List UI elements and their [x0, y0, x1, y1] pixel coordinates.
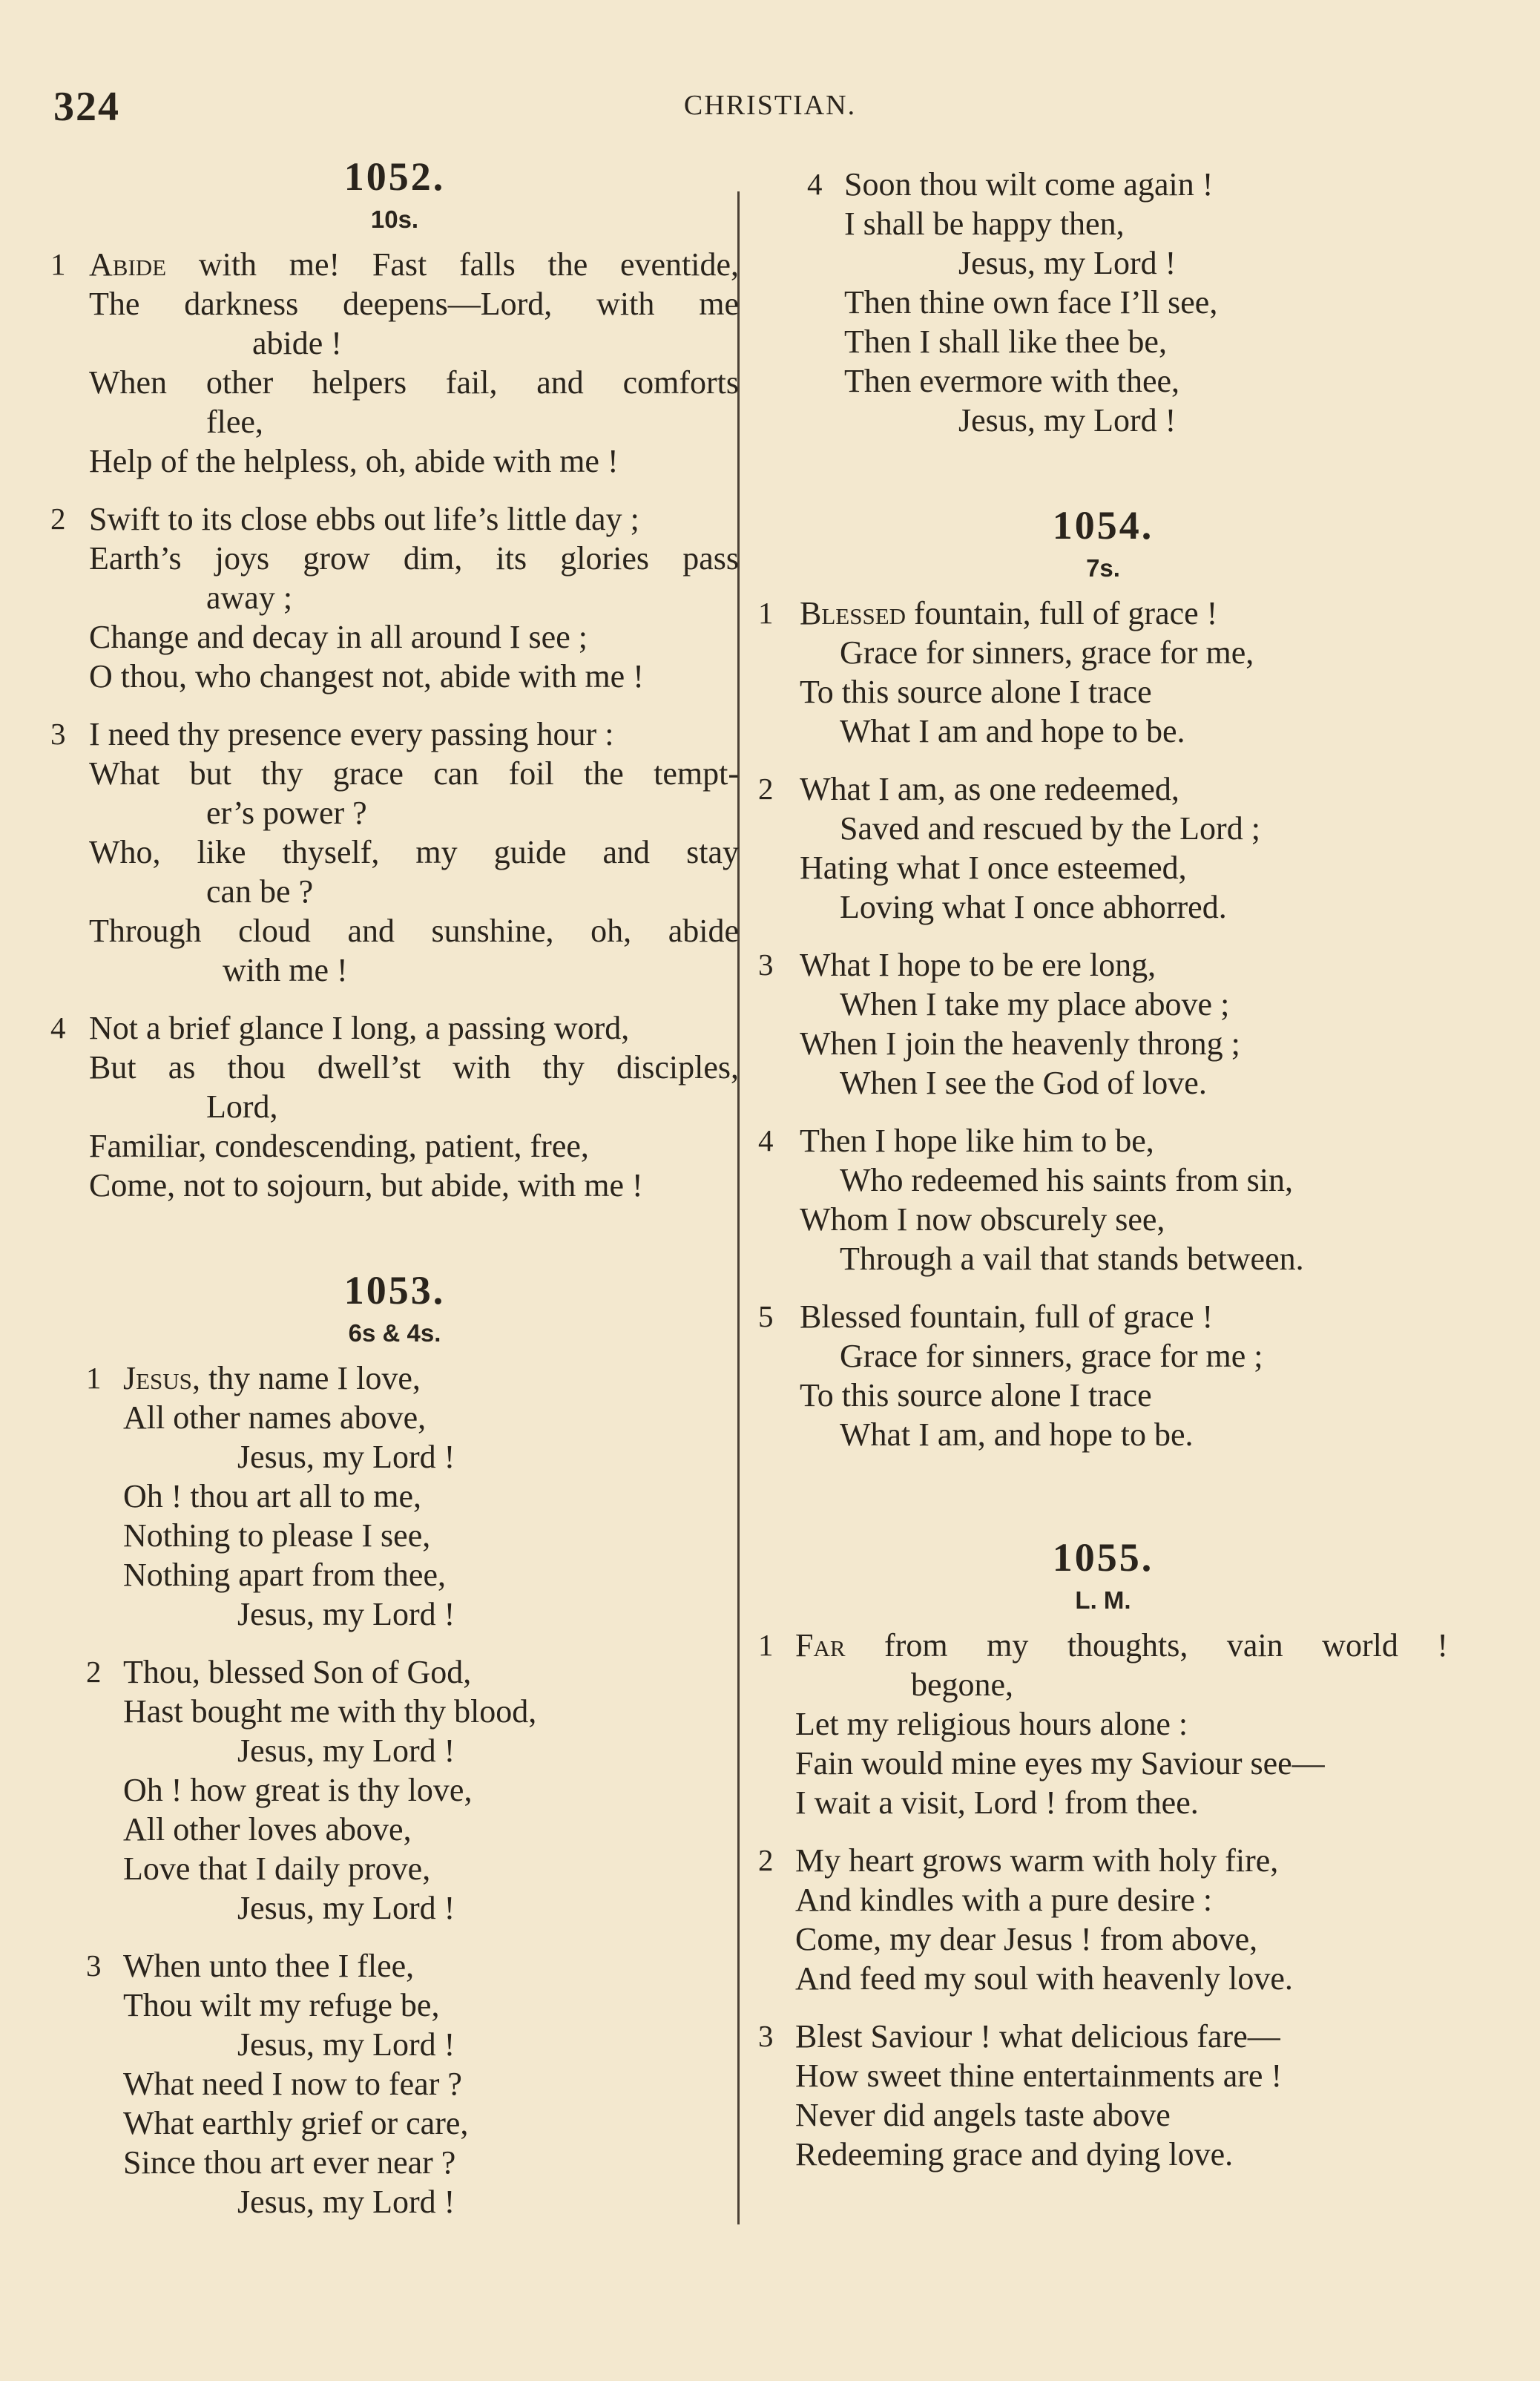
verse-line: Blessed fountain, full of grace !: [800, 1298, 1214, 1335]
verse-lead-word: Far: [795, 1627, 846, 1664]
verse-line: Through a vail that stands between.: [840, 1241, 1304, 1277]
stanza-number: 2: [758, 1843, 774, 1877]
verse-line: What earthly grief or care,: [123, 2105, 469, 2141]
running-head: CHRISTIAN.: [683, 90, 857, 121]
verse-line: O thou, who changest not, abide with me !: [89, 658, 644, 694]
verse-line: What I hope to be ere long,: [800, 947, 1156, 983]
stanza-number: 2: [758, 772, 774, 806]
stanza-number: 2: [86, 1655, 102, 1689]
verse-line: What I am, and hope to be.: [840, 1416, 1194, 1453]
verse-line: When I take my place above ;: [840, 986, 1230, 1022]
verse-line: Soon thou wilt come again !: [844, 166, 1214, 203]
verse-line: Then evermore with thee,: [844, 363, 1180, 399]
stanza: [758, 769, 1448, 927]
verse-line: Saved and rescued by the Lord ;: [840, 810, 1260, 847]
stanza-number: 3: [50, 717, 66, 751]
verse-line: What I am and hope to be.: [840, 713, 1185, 749]
verse-line: flee,: [206, 404, 263, 440]
page-number: 324: [53, 84, 120, 130]
verse-line: [123, 1359, 739, 1398]
hymn-number: 1052.: [343, 154, 446, 199]
verse-line: But as thou dwell’st with thy disciples,: [89, 1049, 739, 1086]
verse-line: Then I hope like him to be,: [800, 1123, 1154, 1159]
verse-line: Never did angels taste above: [795, 2097, 1171, 2133]
stanza-number: 1: [50, 247, 66, 281]
stanza-number: 2: [50, 502, 66, 536]
verse-line: Nothing to please I see,: [123, 1517, 431, 1554]
verse-line: When other helpers fail, and comforts: [89, 364, 739, 401]
verse-line: What I am, as one redeemed,: [800, 771, 1179, 807]
verse-line: I need thy presence every passing hour :: [89, 716, 614, 752]
verse-line: Whom I now obscurely see,: [800, 1201, 1165, 1238]
verse-line: I shall be happy then,: [844, 206, 1125, 242]
verse-line: All other names above,: [123, 1399, 427, 1436]
stanza-number: 5: [758, 1299, 774, 1333]
left-column: [50, 153, 739, 2240]
verse-line: To this source alone I trace: [800, 674, 1152, 710]
stanza: [86, 1359, 739, 1634]
verse-text: with me! Fast falls the eventide,: [166, 246, 739, 283]
verse-line: Thou wilt my refuge be,: [123, 1987, 440, 2023]
verse-line: Help of the helpless, oh, abide with me !: [89, 443, 619, 479]
stanza-number: 1: [758, 596, 774, 630]
verse-text: fountain, full of grace !: [906, 595, 1218, 631]
verse-line: Come, my dear Jesus ! from above,: [795, 1921, 1258, 1957]
verse-line: abide !: [252, 325, 342, 361]
hymn-meter: 6s & 4s.: [348, 1319, 441, 1347]
stanza-number: 3: [758, 2019, 774, 2053]
verse-line: Love that I daily prove,: [123, 1850, 431, 1887]
stanza: [758, 594, 1448, 751]
verse-line: And feed my soul with heavenly love.: [795, 1960, 1293, 1997]
verse-line: What need I now to fear ?: [123, 2066, 462, 2102]
verse-lead-word: Abide: [89, 246, 167, 283]
stanza: [50, 245, 739, 481]
stanza: [50, 1008, 739, 1205]
hymn-number: 1053.: [343, 1268, 446, 1313]
verse-line: Grace for sinners, grace for me,: [840, 634, 1254, 671]
verse-line: Since thou art ever near ?: [123, 2144, 456, 2181]
verse-text: from my thoughts, vain world !: [845, 1627, 1448, 1664]
verse-line: Who redeemed his saints from sin,: [840, 1162, 1293, 1198]
verse-line: Jesus, my Lord !: [237, 1439, 455, 1475]
verse-line: Jesus, my Lord !: [237, 1890, 455, 1926]
verse-lead-word: Jesus: [123, 1360, 192, 1396]
hymn-1053: [50, 1267, 739, 2221]
verse-line: When I see the God of love.: [840, 1065, 1207, 1101]
verse-line: Who, like thyself, my guide and stay: [89, 834, 739, 870]
verse-line: Loving what I once abhorred.: [840, 889, 1227, 925]
stanza: [758, 1626, 1448, 1822]
verse-line: away ;: [206, 579, 293, 616]
hymn-meter: L. M.: [1075, 1586, 1131, 1614]
verse-line: Familiar, condescending, patient, free,: [89, 1128, 589, 1164]
verse-line: [795, 1626, 1448, 1665]
verse-line: Jesus, my Lord !: [237, 2026, 455, 2063]
verse-line: Lord,: [206, 1088, 278, 1125]
stanza-number: 3: [86, 1948, 102, 1983]
verse-line: [800, 594, 1448, 633]
verse-line: er’s power ?: [206, 795, 367, 831]
verse-line: The darkness deepens—Lord, with me: [89, 286, 739, 322]
hymn-meter: 10s.: [370, 206, 419, 233]
stanza: [86, 1946, 739, 2221]
verse-line: Jesus, my Lord !: [237, 1733, 455, 1769]
verse-line: All other loves above,: [123, 1811, 412, 1848]
verse-line: Then thine own face I’ll see,: [844, 284, 1218, 321]
verse-line: Redeeming grace and dying love.: [795, 2136, 1234, 2173]
stanza: [86, 1652, 739, 1928]
hymn-1052: [50, 153, 739, 1205]
verse-line: Jesus, my Lord !: [237, 2184, 455, 2220]
stanza-number: 4: [758, 1123, 774, 1157]
stanza: [758, 1297, 1448, 1454]
verse-line: What but thy grace can foil the tempt-: [89, 755, 739, 792]
hymn-spacer: [758, 459, 1448, 502]
verse-line: with me !: [223, 952, 348, 988]
hymn-spacer: [758, 1473, 1448, 1534]
verse-line: When unto thee I flee,: [123, 1948, 415, 1984]
hymn-meter: 7s.: [1086, 554, 1120, 582]
verse-line: Oh ! thou art all to me,: [123, 1478, 422, 1514]
verse-line: To this source alone I trace: [800, 1377, 1152, 1413]
verse-line: [89, 245, 739, 284]
hymn-1055: [758, 1534, 1448, 2174]
verse-line: Fain would mine eyes my Saviour see—: [795, 1745, 1325, 1781]
hymn-1054: [758, 502, 1448, 1454]
verse-line: Not a brief glance I long, a passing word,: [89, 1010, 630, 1046]
verse-line: begone,: [911, 1666, 1014, 1703]
verse-line: Blest Saviour ! what delicious fare—: [795, 2018, 1280, 2055]
right-column: [758, 165, 1448, 2193]
verse-line: Hast bought me with thy blood,: [123, 1693, 537, 1730]
verse-line: How sweet thine entertainments are !: [795, 2057, 1283, 2094]
stanza: [758, 945, 1448, 1103]
verse-line: Earth’s joys grow dim, its glories pass: [89, 540, 739, 577]
verse-line: Change and decay in all around I see ;: [89, 619, 588, 655]
verse-line: Jesus, my Lord !: [958, 402, 1177, 439]
verse-line: My heart grows warm with holy fire,: [795, 1842, 1279, 1879]
verse-line: Grace for sinners, grace for me ;: [840, 1338, 1263, 1374]
verse-line: Hating what I once esteemed,: [800, 850, 1187, 886]
stanza: [50, 715, 739, 990]
verse-line: Jesus, my Lord !: [958, 245, 1177, 281]
verse-line: I wait a visit, Lord ! from thee.: [795, 1784, 1199, 1821]
stanza-number: 4: [807, 167, 823, 201]
verse-line: Come, not to sojourn, but abide, with me !: [89, 1167, 643, 1203]
verse-line: Swift to its close ebbs out life’s little day ;: [89, 501, 639, 537]
hymn-spacer: [50, 1224, 739, 1267]
hymn-number: 1055.: [1052, 1535, 1154, 1580]
verse-line: Through cloud and sunshine, oh, abide: [89, 913, 739, 949]
verse-line: Let my religious hours alone :: [795, 1706, 1188, 1742]
stanza: [758, 1121, 1448, 1278]
hymn-number: 1054.: [1052, 503, 1154, 548]
stanza-number: 1: [86, 1361, 102, 1395]
verse-line: And kindles with a pure desire :: [795, 1882, 1213, 1918]
stanza-number: 4: [50, 1011, 66, 1045]
stanza: [50, 499, 739, 696]
stanza: [758, 2017, 1448, 2174]
verse-lead-word: Blessed: [800, 595, 906, 631]
stanza: [807, 165, 1448, 440]
verse-line: can be ?: [206, 873, 314, 910]
verse-line: When I join the heavenly throng ;: [800, 1025, 1240, 1062]
stanza: [758, 1841, 1448, 1998]
verse-line: Then I shall like thee be,: [844, 324, 1167, 360]
verse-line: Jesus, my Lord !: [237, 1596, 455, 1632]
verse-line: Thou, blessed Son of God,: [123, 1654, 472, 1690]
verse-text: , thy name I love,: [191, 1360, 421, 1396]
verse-line: Nothing apart from thee,: [123, 1557, 446, 1593]
verse-line: Oh ! how great is thy love,: [123, 1772, 473, 1808]
stanza-number: 1: [758, 1628, 774, 1662]
stanza-number: 3: [758, 948, 774, 982]
